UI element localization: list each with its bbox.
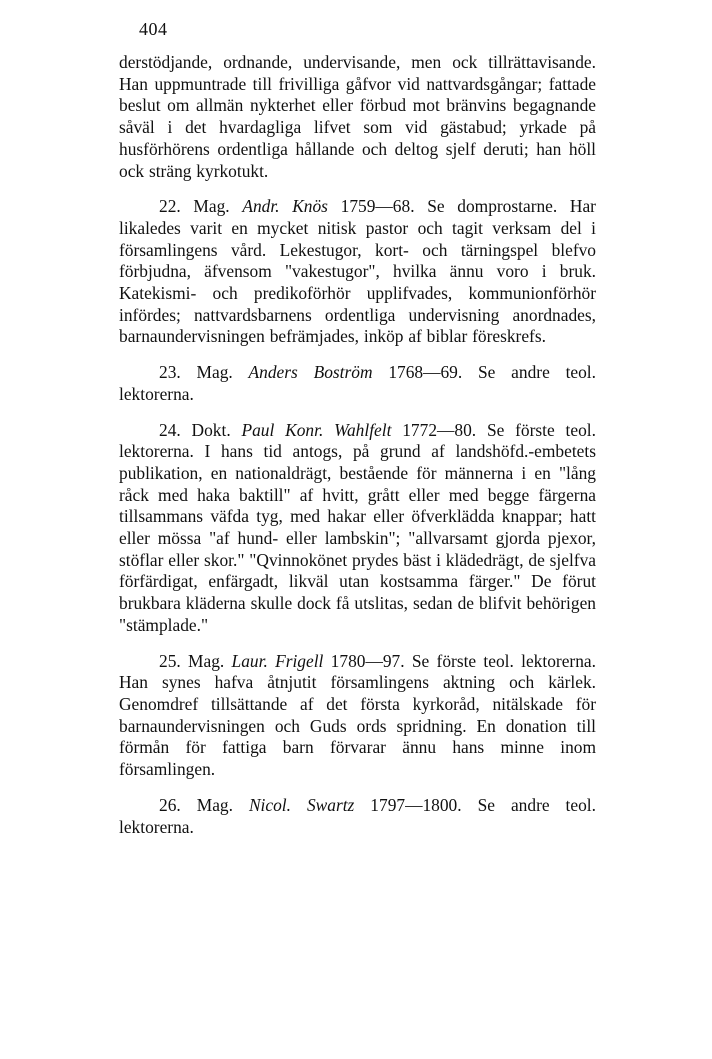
entry-number: 26. — [159, 794, 181, 815]
entry-22 — [119, 196, 596, 348]
entry-number: 25. — [159, 650, 181, 671]
entry-years: 1780—97. — [330, 650, 405, 671]
entry-name: Paul Konr. Wahlfelt — [241, 419, 392, 440]
entry-name: Nicol. Swartz — [248, 794, 355, 815]
entry-number: 22. — [159, 196, 181, 217]
entry-number: 24. — [159, 419, 181, 440]
entry-title: Mag. — [196, 362, 233, 383]
entry-name: Anders Boström — [248, 362, 373, 383]
entry-years: 1768—69. — [388, 362, 463, 383]
entry-text: Se domprostarne. Har likaledes varit en mycket nitisk pastor och tagit verksam del i församlingens vård. Lekestugor, kort- och tärningspel blefvo förbjudna, äfvensom "vakestugor", hvilka ännu voro i bruk. Katekismi- och predikoförhör upplifvades, kommunionförhör infördes; nattvardsbarnens ordentliga undervisning anordnades, barnaundervisningen befrämjades, inköp af biblar föreskrefs. — [119, 196, 596, 347]
entry-title: Mag. — [188, 650, 225, 671]
intro-paragraph: derstödjande, ordnande, undervisande, men ock tillrättavisande. Han uppmuntrade till frivilliga gåfvor vid nattvardsgångar; fattade beslut om allmän nykterhet eller förbud mot bränvins begagnande såväl i det hvardagliga lifvet som vid gästabud; yrkade på husförhörens ordentliga hållande och deltog sjelf deruti; han höll ock sträng kyrkotukt. — [119, 52, 596, 181]
entry-title: Mag. — [196, 794, 233, 815]
entry-years: 1797—1800. — [370, 794, 462, 815]
book-page — [119, 18, 596, 838]
entry-25 — [119, 651, 596, 781]
entry-name: Laur. Frigell — [231, 650, 324, 671]
entry-text: Se förste teol. lektorerna. I hans tid antogs, på grund af landshöfd.-embetets publikation, en nationaldrägt, bestående för männerna i en "lång råck med haka baktill" af hvitt, grått eller med begge färgerna tillsammans väfda tyg, med hakar eller öfverklädda knappar; hatt eller mössa "af hund- eller lambskin"; "allvarsamt gjorda pjexor, stöflar eller skor." "Qvinnokönet prydes bäst i klädedrägt, de sjelfva förfärdigat, enfärgadt, likväl utan kostsamma färger." De förut brukbara kläderna skulle dock få utslitas, sedan de blifvit behörigen "stämplade." — [119, 419, 597, 635]
entry-26 — [119, 795, 596, 838]
page-number: 404 — [139, 19, 168, 39]
entry-title: Mag. — [193, 196, 230, 217]
entry-name: Andr. Knös — [242, 196, 328, 217]
entry-24 — [119, 420, 596, 637]
entry-text: Se andre teol. lektorerna. — [119, 362, 596, 404]
entry-23 — [119, 362, 596, 405]
entry-number: 23. — [159, 362, 181, 383]
entry-years: 1759—68. — [340, 196, 415, 217]
entry-title: Dokt. — [191, 419, 231, 440]
entry-years: 1772—80. — [402, 419, 477, 440]
entry-text: Se andre teol. lektorerna. — [119, 794, 596, 837]
entry-text: Se förste teol. lektorerna. Han synes hafva åtnjutit församlingens aktning och kärlek. Genomdref tillsättande af det första kyrkoråd, nitälskade för barnaundervisningen och Guds ords spridning. En donation till förmån för fattiga barn förvarar ännu hans minne inom församlingen. — [119, 650, 596, 780]
